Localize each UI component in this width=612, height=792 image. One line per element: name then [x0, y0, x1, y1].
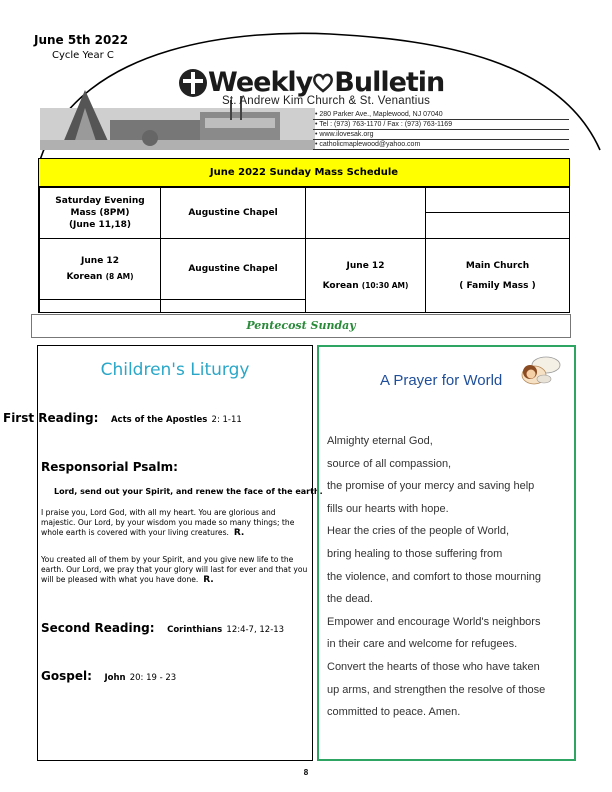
bulletin-date: June 5th 2022 — [34, 33, 129, 47]
second-reading — [41, 621, 284, 635]
psalm-verse-1 — [41, 508, 309, 538]
saturday-location: Augustine Chapel — [188, 208, 278, 218]
heart-icon — [312, 73, 334, 93]
saturday-mass-cell — [39, 187, 161, 239]
contact-website: • www.ilovesak.org — [313, 130, 569, 140]
prayer-line: committed to peace. Amen. — [327, 706, 461, 719]
schedule-title: June 2022 Sunday Mass Schedule — [39, 159, 569, 187]
second-reading-book: Corinthians — [167, 625, 223, 635]
prayer-line: the violence, and comfort to those mourning — [327, 570, 542, 583]
psalm-response: Lord, send out your Spirit, and renew the face of the earth. — [54, 487, 323, 496]
masthead — [178, 67, 444, 98]
cycle-year: Cycle Year C — [52, 50, 114, 61]
gospel — [41, 669, 176, 683]
second-reading-ref: 12:4-7, 12-13 — [226, 625, 285, 635]
empty-cell — [39, 299, 161, 313]
korean-8am-location: Augustine Chapel — [188, 264, 278, 274]
gospel-label: Gospel: — [41, 669, 92, 683]
prayer-line: fills our hearts with hope. — [327, 502, 449, 515]
first-reading-ref: 2: 1-11 — [211, 415, 242, 425]
mass-schedule-table — [38, 158, 570, 313]
second-reading-label: Second Reading: — [41, 621, 155, 635]
contact-phone: • Tel : (973) 763-1170 / Fax : (973) 763-1169 — [313, 120, 569, 130]
main-church-place: Main Church — [465, 260, 530, 271]
korean-1030-date: June 12 — [346, 260, 385, 271]
korean-8am-mass: Korean — [66, 272, 103, 282]
korean-8am-cell — [39, 238, 161, 300]
contact-address: • 280 Parker Ave., Maplewood, NJ 07040 — [313, 110, 569, 120]
main-church-cell — [425, 238, 570, 313]
first-reading-label: First Reading: — [3, 411, 99, 425]
gospel-ref: 20: 19 - 23 — [129, 673, 177, 683]
page-number: 8 — [303, 768, 309, 777]
prayer-title: A Prayer for World — [380, 372, 503, 389]
korean-8am-time: (8 AM) — [105, 272, 134, 281]
empty-cell — [425, 187, 570, 213]
saturday-mass-line1: Saturday Evening — [55, 196, 145, 206]
empty-cell — [160, 299, 306, 313]
contact-info — [313, 110, 569, 150]
saturday-mass-line2: Mass (8PM) — [70, 208, 130, 218]
prayer-line: the dead. — [327, 593, 373, 606]
korean-1030-time: (10:30 AM) — [361, 280, 409, 290]
prayer-line: up arms, and strengthen the resolve of those — [327, 683, 546, 696]
church-names: St. Andrew Kim Church & St. Venantius — [222, 95, 431, 107]
korean-8am-location-cell — [160, 238, 306, 300]
cross-icon — [178, 68, 208, 98]
first-reading — [3, 411, 242, 425]
angel-icon — [516, 355, 564, 391]
childrens-liturgy-title: Children's Liturgy — [100, 360, 250, 380]
prayer-line: Hear the cries of the people of World, — [327, 525, 510, 538]
prayer-line: in their care and welcome for refugees. — [327, 638, 518, 651]
korean-1030-mass: Korean — [322, 280, 359, 291]
prayer-line: the promise of your mercy and saving help — [327, 480, 535, 493]
responsorial-psalm-label: Responsorial Psalm: — [41, 460, 178, 474]
family-mass: ( Family Mass ) — [459, 280, 536, 291]
prayer-text — [327, 430, 572, 724]
empty-cell — [425, 212, 570, 239]
psalm-verse-1-r: R. — [233, 528, 245, 538]
prayer-line: Empower and encourage World's neighbors — [327, 615, 541, 628]
masthead-weekly: Weekly — [208, 67, 313, 98]
psalm-verse-2-text: You created all of them by your Spirit, and you give new life to the earth. Our Lord, we pray that your glory will last for ever and that you will be pleased with what you have done. — [41, 555, 308, 584]
prayer-line: bring healing to those suffering from — [327, 547, 503, 560]
saturday-location-cell — [160, 187, 306, 239]
first-reading-book: Acts of the Apostles — [110, 415, 208, 425]
contact-email: • catholicmaplewood@yahoo.com — [313, 140, 569, 150]
psalm-verse-1-text: I praise you, Lord God, with all my heart. You are glorious and majestic. Our Lord, by your wisdom you made so many things; the whole earth is covered with your living creatures. — [41, 508, 295, 537]
korean-8am-date: June 12 — [81, 256, 119, 266]
psalm-verse-2-r: R. — [203, 575, 214, 585]
korean-1030-cell — [305, 238, 426, 313]
childrens-liturgy-box — [37, 345, 313, 761]
masthead-bulletin: Bulletin — [334, 67, 445, 98]
pentecost-banner: Pentecost Sunday — [31, 314, 571, 338]
gospel-book: John — [104, 673, 126, 683]
prayer-box — [317, 345, 576, 761]
prayer-line: source of all compassion, — [327, 457, 452, 470]
prayer-line: Almighty eternal God, — [327, 435, 433, 447]
psalm-verse-2 — [41, 555, 309, 585]
empty-cell — [305, 187, 426, 239]
prayer-line: Convert the hearts of those who have taken — [327, 660, 540, 673]
saturday-mass-line3: (June 11,18) — [68, 220, 132, 230]
